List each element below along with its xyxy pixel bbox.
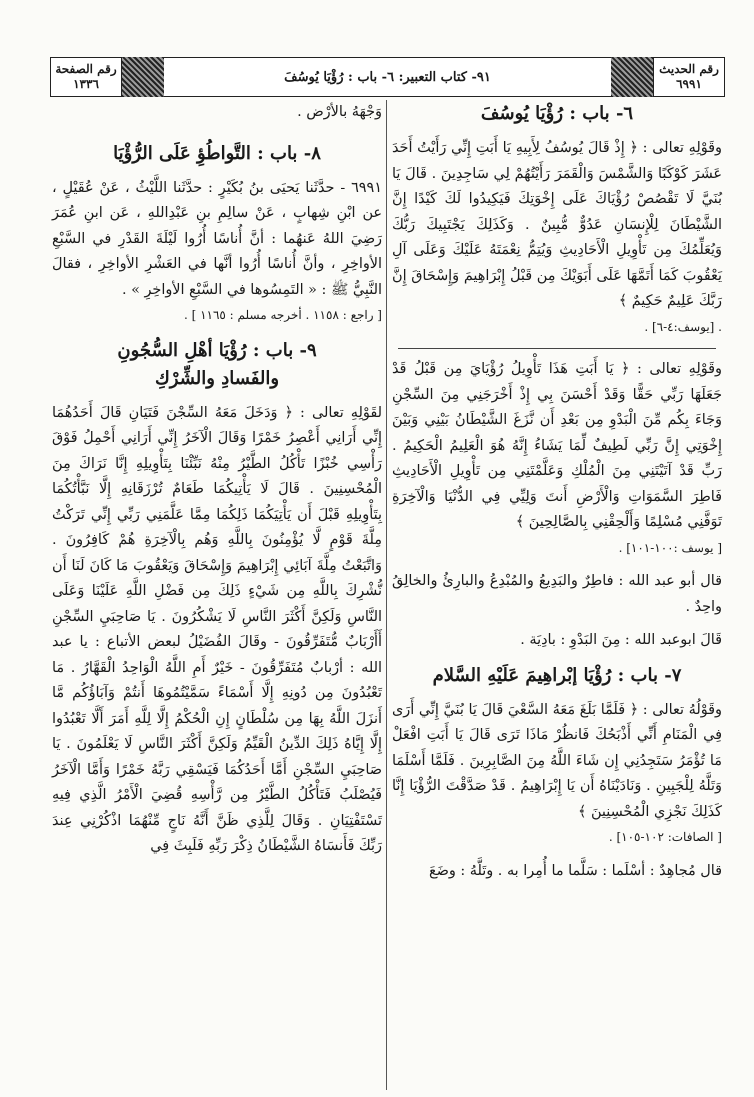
page-number-label: رقم الصفحة [55,62,117,76]
verse-reference: [ الصافات: ١٠٢-١٠٥] . [608,830,722,844]
chapter-heading-9: ٩- باب : رُؤْيَا أهْلِ السُّجُونِ [117,339,317,361]
verse-yusuf-36-42: لقَوْلِهِ تعالى : ﴿ وَدَخَلَ مَعَهُ السِّجْنَ فَتَيَانِ قَالَ أَحَدُهُمَا إِنِّي أَرَانِي أَعْصِرُ خَمْرًا وَقَالَ الْآخَرُ إِنِّي أَرَانِي أَحْمِلُ فَوْقَ رَأْسِي خُبْزًا تَأْكُلُ الطَّيْرُ مِنْهُ نَبِّئْنَا بِتَأْوِيلِهِ إِنَّا نَرَاكَ مِنَ الْمُحْسِنِينَ . قَالَ لَا يَأْتِيكُمَا طَعَامٌ تُرْزَقَانِهِ إِلَّا نَبَّأْتُكُمَا بِتَأْوِيلِهِ قَبْلَ أَن يَأْتِيَكُمَا ذَلِكُمَا مِمَّا عَلَّمَنِي رَبِّي إِنِّي تَرَكْتُ مِلَّةَ قَوْمٍ لَّا يُؤْمِنُونَ بِاللَّهِ وَهُم بِالْآخِرَةِ هُمْ كَافِرُونَ . وَاتَّبَعْتُ مِلَّةَ آبَائِي إِبْرَاهِيمَ وَإِسْحَاقَ وَيَعْقُوبَ مَا كَانَ لَنَا أَن نُّشْرِكَ بِاللَّهِ مِن شَيْءٍ ذَلِكَ مِن فَضْلِ اللَّهِ عَلَيْنَا وَعَلَى النَّاسِ وَلَكِنَّ أَكْثَرَ النَّاسِ لَا يَشْكُرُونَ . يَا صَاحِبَيِ السِّجْنِ أَأَرْبَابٌ مُّتَفَرِّقُونَ - وقَالَ الفُضَيْلُ لبعض الأتباع : يا عبد الله : أرْبابٌ مُتَفَرِّقُونَ - خَيْرٌ أَمِ اللَّهُ الْوَاحِدُ الْقَهَّارُ . مَا تَعْبُدُونَ مِن دُونِهِ إِلَّا أَسْمَاءً سَمَّيْتُمُوهَا أَنتُمْ وَآبَاؤُكُم مَّا أَنزَلَ اللَّهُ بِهَا مِن سُلْطَانٍ إِنِ الْحُكْمُ إِلَّا لِلَّهِ أَمَرَ أَلَّا تَعْبُدُوا إِلَّا إِيَّاهُ ذَلِكَ الدِّينُ الْقَيِّمُ وَلَكِنَّ أَكْثَرَ النَّاسِ لَا يَعْلَمُونَ . يَا صَاحِبَيِ السِّجْنِ أَمَّا أَحَدُكُمَا فَيَسْقِي رَبَّهُ خَمْرًا وَأَمَّا الْآخَرُ فَيُصْلَبُ فَتَأْكُلُ الطَّيْرُ مِن رَّأْسِهِ قُضِيَ الْأَمْرُ الَّذِي فِيهِ تَسْتَفْتِيَانِ . وَقَالَ لِلَّذِي ظَنَّ أَنَّهُ نَاجٍ مِّنْهُمَا اذْكُرْنِي عِندَ رَبِّكَ فَأَنسَاهُ الشَّيْطَانُ ذِكْرَ رَبِّهِ فَلَبِثَ فِي [52,404,382,854]
hadith-number-box [653,57,725,97]
header-ornament-right [611,57,653,97]
page-header [50,57,725,97]
verse-saffat-102-105: وقَوْلُهُ تعالى : ﴿ فَلَمَّا بَلَغَ مَعَهُ السَّعْيَ قَالَ يَا بُنَيَّ إِنِّي أَرَى فِي الْمَنَامِ أَنِّي أَذْبَحُكَ فَانظُرْ مَاذَا تَرَى قَالَ يَا أَبَتِ افْعَلْ مَا تُؤْمَرُ سَتَجِدُنِي إِن شَاءَ اللَّهُ مِنَ الصَّابِرِينَ . فَلَمَّا أَسْلَمَا وَتَلَّهُ لِلْجَبِينِ . وَنَادَيْنَاهُ أَن يَا إِبْرَاهِيمُ . قَدْ صَدَّقْتَ الرُّؤْيَا إِنَّا كَذَلِكَ نَجْزِي الْمُحْسِنِينَ ﴾ [392,701,722,820]
column-divider [386,100,387,1090]
commentary-badw: قَالَ ابوعبد الله : مِنَ البَدْوِ : بادِيَة . [520,632,722,648]
chapter-heading-9-cont: والفَسادِ والشِّرْكِ [154,367,280,389]
verse-yusuf-4-6: وقَوْلِهِ تعالى : ﴿ إِذْ قَالَ يُوسُفُ لِأَبِيهِ يَا أَبَتِ إِنِّي رَأَيْتُ أَحَدَ عَشَرَ كَوْكَبًا وَالشَّمْسَ وَالْقَمَرَ رَأَيْتُهُمْ لِي سَاجِدِينَ . قَالَ يَا بُنَيَّ لَا تَقْصُصْ رُؤْيَاكَ عَلَى إِخْوَتِكَ فَيَكِيدُوا لَكَ كَيْدًا إِنَّ الشَّيْطَانَ لِلْإِنسَانِ عَدُوٌّ مُّبِينٌ . وَكَذَلِكَ يَجْتَبِيكَ رَبُّكَ وَيُعَلِّمُكَ مِن تَأْوِيلِ الْأَحَادِيثِ وَيُتِمُّ نِعْمَتَهُ عَلَيْكَ وَعَلَى آلِ يَعْقُوبَ كَمَا أَتَمَّهَا عَلَى أَبَوَيْكَ مِن قَبْلُ إِبْرَاهِيمَ وَإِسْحَاقَ إِنَّ رَبَّكَ عَلِيمٌ حَكِيمٌ ﴾ [392,140,722,309]
hadith-number-label: رقم الحديث [659,62,719,76]
verse-reference: [ يوسف :١٠٠-١٠١] . [618,540,722,555]
verse-yusuf-100-101: وقَوْلِهِ تعالى : ﴿ يَا أَبَتِ هَذَا تَأْوِيلُ رُؤْيَايَ مِن قَبْلُ قَدْ جَعَلَهَا رَبِّي حَقًّا وَقَدْ أَحْسَنَ بِي إِذْ أَخْرَجَنِي مِنَ السِّجْنِ وَجَاءَ بِكُم مِّنَ الْبَدْوِ مِن بَعْدِ أَن نَّزَغَ الشَّيْطَانُ بَيْنِي وَبَيْنَ إِخْوَتِي إِنَّ رَبِّي لَطِيفٌ لِّمَا يَشَاءُ إِنَّهُ هُوَ الْعَلِيمُ الْحَكِيمُ . رَبِّ قَدْ آتَيْتَنِي مِنَ الْمُلْكِ وَعَلَّمْتَنِي مِن تَأْوِيلِ الْأَحَادِيثِ فَاطِرَ السَّمَوَاتِ وَالْأَرْضِ أَنتَ وَلِيِّي فِي الدُّنْيَا وَالْآخِرَةِ تَوَفَّنِي مُسْلِمًا وَأَلْحِقْنِي بِالصَّالِحِينَ ﴾ [392,361,722,530]
page-number: ١٣٣٦ [73,77,99,91]
right-column [392,100,722,884]
header-ornament-left [122,57,164,97]
verse-reference: . [يوسف:٤-٦] . [644,319,722,334]
chapter-heading-6: ٦- باب : رُؤْيَا يُوسُفَ [480,103,634,124]
header-title: ٩١- كتاب التعبير: ٦- باب : رُؤْيَا يُوسُفَ [164,57,611,97]
hadith-number: ٦٩٩١ [676,77,702,91]
commentary-abu-abdullah: قال أبو عبد الله : فاطِرٌ والبَدِيعُ والمُبْدِعُ والبارِئُ والخالِقُ واحِدٌ . [392,573,722,615]
continued-text: وَجْهَهُ بالأرْض . [297,104,382,120]
left-column [52,100,382,860]
commentary-mujahid: قال مُجاهِدٌ : أسْلَما : سَلَّما ما أُمِرا به . وتَلَّهُ : وضَعَ [428,862,722,879]
hadith-6991: ٦٩٩١ - حدَّثَنا يَحيَى بنُ بُكَيْرٍ : حدَّثَنا اللَّيْثُ ، عَنْ عُقَيْلٍ ، عن ابْنِ شِهابٍ ، عَنْ سالِمِ بنِ عَبْدِاللهِ ، عَن ابنِ عُمَرَ رَضِيَ اللهُ عَنهُما : أنَّ أُناسًا أُرُوا لَيْلَةَ القَدْرِ في السَّبْعِ الأواخِرِ ، وأنَّ أُناسًا أُرُوا أنَّها في العَشْرِ الأواخِرِ ، فقالَ النَّبِيُّ ﷺ : « التَمِسُوها في السَّبْعِ الأواخِرِ » . [52,179,382,298]
chapter-heading-8: ٨- باب : التَّواطُؤِ عَلَى الرُّؤْيَا [113,142,321,164]
separator [398,348,716,349]
page-number-box [50,57,122,97]
chapter-heading-7: ٧- باب : رُؤْيَا إبْراهِيمَ عَلَيْهِ السَّلام [432,664,682,686]
hadith-reference: [ راجع : ١١٥٨ . أخرجه مسلم : ١١٦٥ ] . [183,308,382,322]
